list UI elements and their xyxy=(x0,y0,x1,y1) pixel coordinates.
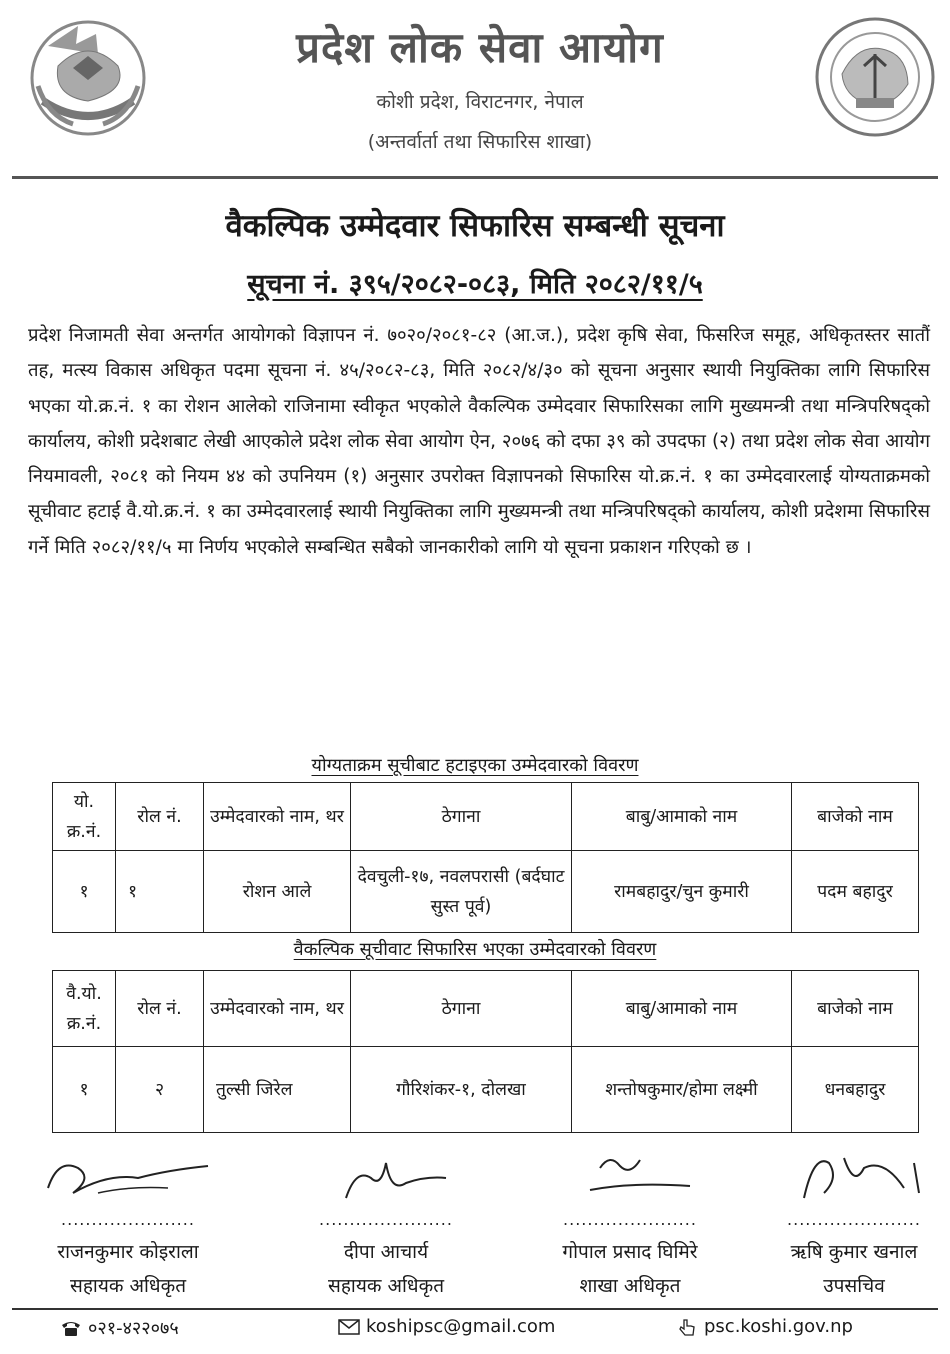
cell-parents: शन्तोषकुमार/होमा लक्ष्मी xyxy=(572,1047,792,1133)
signatory-designation: उपसचिव xyxy=(823,1275,885,1297)
commission-logo-icon xyxy=(812,14,938,140)
nepal-emblem-icon xyxy=(18,6,158,146)
signature-mark xyxy=(520,1148,740,1206)
col-header-grandfather: बाजेको नाम xyxy=(792,971,919,1047)
website-url[interactable]: psc.koshi.gov.np xyxy=(704,1316,853,1337)
table-row xyxy=(53,851,919,933)
cell-address: देवचुली-१७, नवलपरासी (बर्दघाट सुस्त पूर्व) xyxy=(351,851,572,933)
col-header-parents: बाबु/आमाको नाम xyxy=(572,783,792,851)
signature-mark xyxy=(276,1148,496,1206)
header-divider xyxy=(12,176,938,179)
recommended-candidates-table xyxy=(52,970,919,1133)
cell-grandfather: पदम बहादुर xyxy=(792,851,919,933)
signatory-block xyxy=(18,1148,238,1303)
signatory-name: ऋषि कुमार खनाल xyxy=(790,1241,918,1263)
footer-email[interactable] xyxy=(338,1316,555,1337)
table-header-row xyxy=(53,783,919,851)
signature-line: ...................... xyxy=(563,1210,697,1229)
col-header-roll: रोल नं. xyxy=(116,783,204,851)
col-header-serial: यो. क्र.नं. xyxy=(53,783,116,851)
notice-number-text: सूचना नं. ३९५/२०८२-०८३, मिति २०८२/११/५ xyxy=(247,269,703,300)
col-header-name: उम्मेदवारको नाम, थर xyxy=(204,971,351,1047)
removed-candidates-table xyxy=(52,782,919,933)
col-header-roll: रोल नं. xyxy=(116,971,204,1047)
recommended-table-heading-text: वैकल्पिक सूचीवाट सिफारिस भएका उम्मेदवारको विवरण xyxy=(293,939,657,960)
removed-table-heading-text: योग्यताक्रम सूचीबाट हटाइएका उम्मेदवारको विवरण xyxy=(311,755,639,776)
cell-name: रोशन आले xyxy=(204,851,351,933)
recommended-table-heading xyxy=(0,937,950,961)
signatory-name: राजनकुमार कोइराला xyxy=(57,1241,199,1263)
removed-table-heading xyxy=(0,753,950,777)
cell-roll: १ xyxy=(116,851,204,933)
signatory-designation: सहायक अधिकृत xyxy=(69,1275,187,1297)
signatory-designation: शाखा अधिकृत xyxy=(579,1275,681,1297)
phone-number: ०२१-४२२०७५ xyxy=(88,1318,179,1339)
signatory-name: दीपा आचार्य xyxy=(343,1241,429,1263)
table-header-row xyxy=(53,971,919,1047)
signature-mark xyxy=(18,1148,238,1206)
footer-divider xyxy=(12,1308,938,1310)
signatory-block xyxy=(520,1148,740,1303)
col-header-grandfather: बाजेको नाम xyxy=(792,783,919,851)
cell-name: तुल्सी जिरेल xyxy=(204,1047,351,1133)
pointer-hand-icon xyxy=(676,1318,698,1336)
cell-address: गौरिशंकर-१, दोलखा xyxy=(351,1047,572,1133)
col-header-serial: वै.यो. क्र.नं. xyxy=(53,971,116,1047)
signature-mark xyxy=(744,1148,950,1206)
notice-title: वैकल्पिक उम्मेदवार सिफारिस सम्बन्धी सूचना xyxy=(225,208,725,244)
cell-grandfather: धनबहादुर xyxy=(792,1047,919,1133)
cell-roll: २ xyxy=(116,1047,204,1133)
branch-name: (अन्तर्वार्ता तथा सिफारिस शाखा) xyxy=(367,131,593,153)
cell-serial: १ xyxy=(53,1047,116,1133)
signature-line: ...................... xyxy=(787,1210,921,1229)
footer-website[interactable] xyxy=(676,1316,853,1337)
notice-body: प्रदेश निजामती सेवा अन्तर्गत आयोगको विज्ञापन नं. ७०२०/२०८१-८२ (आ.ज.), प्रदेश कृषि सेवा, फिसरिज समूह, अधिकृतस्तर सातौं तह, मत्स्य विकास अधिकृत पदमा सूचना नं. ४५/२०८२-८३, मिति २०८२/४/३० को सूचना अनुसार स्थायी नियुक्तिका लागि सिफारिस भएका यो.क्र.नं. १ का रोशन आलेको राजिनामा स्वीकृत भएकोले वैकल्पिक उम्मेदवार सिफारिसका लागि मुख्यमन्त्री तथा मन्त्रिपरिषद्को कार्यालय, कोशी प्रदेशबाट लेखी आएकोले प्रदेश लोक सेवा आयोग ऐन, २०७६ को दफा ३९ को उपदफा (२) तथा प्रदेश लोक सेवा आयोग नियमावली, २०८१ को नियम ४४ को उपनियम (१) अनुसार उपरोक्त विज्ञापनको सिफारिस यो.क्र.नं. १ का उम्मेदवारलाई योग्यताक्रमको सूचीवाट हटाई वै.यो.क्र.नं. १ का उम्मेदवारलाई स्थायी नियुक्तिका लागि मुख्यमन्त्री तथा मन्त्रिपरिषद्को कार्यालय, कोशी प्रदेशमा सिफारिस गर्ने मिति २०८२/११/५ मा निर्णय भएकोले सम्बन्धित सबैको जानकारीको लागि यो सूचना प्रकाशन गरिएको छ । xyxy=(28,325,930,558)
signature-line: ...................... xyxy=(61,1210,195,1229)
commission-address: कोशी प्रदेश, विराटनगर, नेपाल xyxy=(376,91,584,113)
signatory-block xyxy=(276,1148,496,1303)
col-header-address: ठेगाना xyxy=(351,783,572,851)
cell-parents: रामबहादुर/चुन कुमारी xyxy=(572,851,792,933)
signatory-designation: सहायक अधिकृत xyxy=(327,1275,445,1297)
cell-serial: १ xyxy=(53,851,116,933)
notice-number xyxy=(0,264,950,301)
envelope-icon xyxy=(338,1318,360,1336)
signatory-name: गोपाल प्रसाद घिमिरे xyxy=(562,1241,698,1263)
col-header-name: उम्मेदवारको नाम, थर xyxy=(204,783,351,851)
signatory-block xyxy=(744,1148,950,1303)
commission-title: प्रदेश लोक सेवा आयोग xyxy=(296,23,664,72)
table-row xyxy=(53,1047,919,1133)
telephone-icon xyxy=(60,1319,82,1337)
col-header-parents: बाबु/आमाको नाम xyxy=(572,971,792,1047)
col-header-address: ठेगाना xyxy=(351,971,572,1047)
email-address[interactable]: koshipsc@gmail.com xyxy=(366,1316,556,1337)
footer-phone xyxy=(60,1316,179,1340)
signature-line: ...................... xyxy=(319,1210,453,1229)
